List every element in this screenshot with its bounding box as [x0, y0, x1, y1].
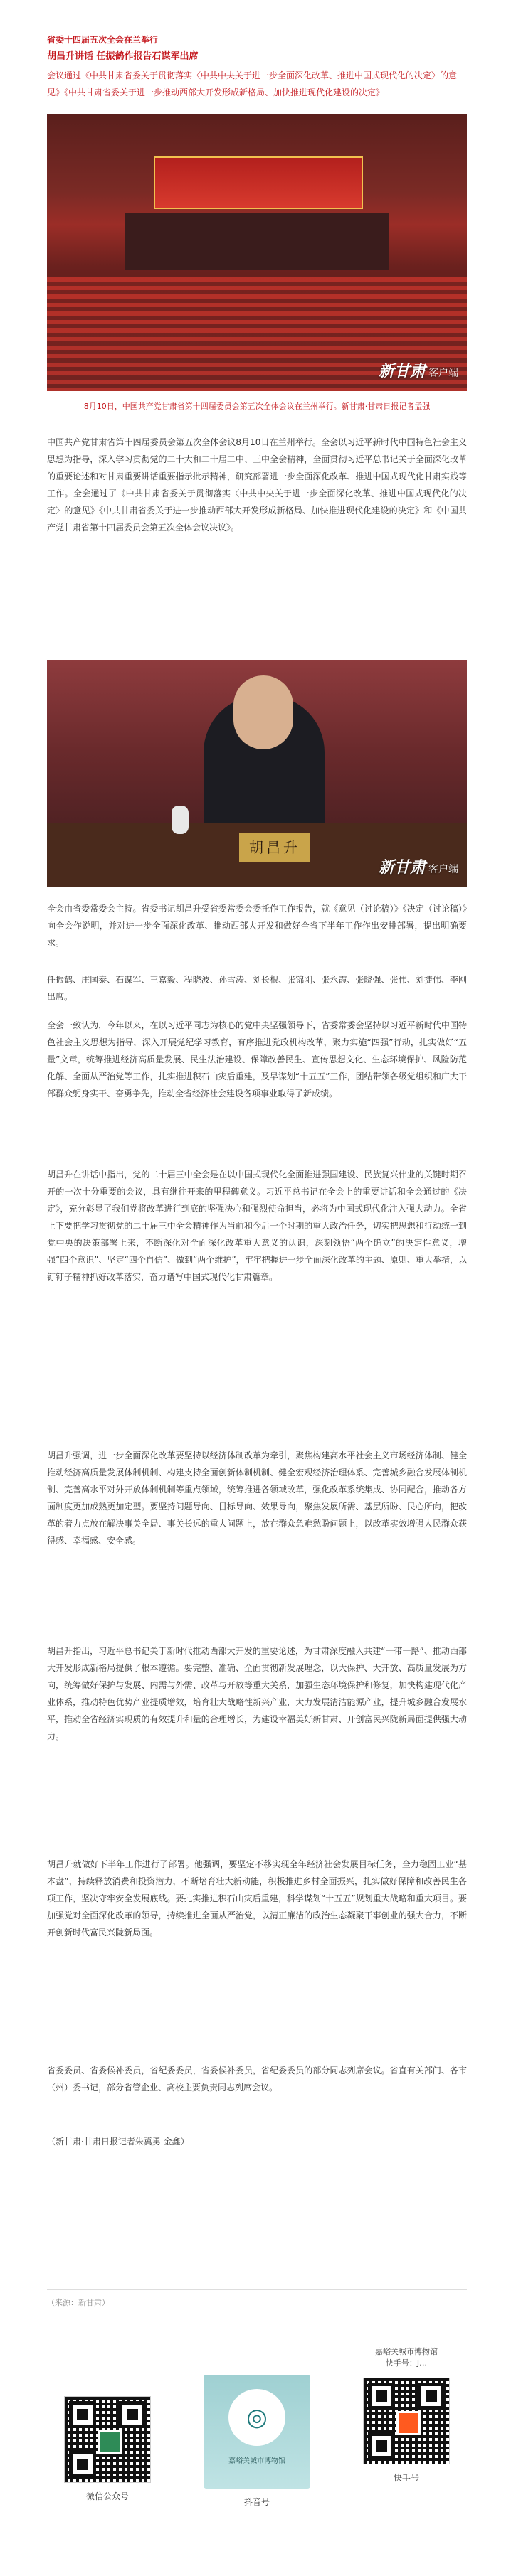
watermark-logo: 新甘肃 [378, 362, 426, 380]
kuaishou-qr-code[interactable] [363, 2378, 450, 2464]
paragraph-3: 任振鹤、庄国泰、石谋军、王嘉毅、程晓波、孙雪涛、刘长根、张锦刚、张永霞、张晓强、张伟、刘捷伟、李刚出席。 [47, 975, 467, 1002]
douyin-qr-block [196, 2375, 317, 2508]
paragraph-4: 全会一致认为，今年以来，在以习近平同志为核心的党中央坚强领导下，省委常委会坚持以习近平新时代中国特色社会主义思想为指导，深入开展党纪学习教育，有序推进党政机构改革，聚力实施“四强”行动，扎实做好“五量”文章，统筹推进经济高质量发展、民生法治建设、保障改善民生、宣传思想文化、生态环境保护、风险防范化解、全面从严治党等工作，扎实推进积石山灾后重建，及早谋划“十五五”工作，团结带领各级党组织和广大干部群众躬身实干、奋勇争先，推动全省经济社会建设各项事业取得了新成绩。 [47, 1020, 467, 1099]
paragraph-1: 中国共产党甘肃省第十四届委员会第五次全体会议8月10日在兰州举行。全会以习近平新时代中国特色社会主义思想为指导，深入学习贯彻党的二十大和二十届二中、三中全会精神，全面贯彻习近平总书记关于全面深化改革的重要论述和对甘肃重要讲话重要指示批示精神，研究部署进一步全面深化改革、推进中国式现代化甘肃实践等工作。全会通过了《中共甘肃省委关于贯彻落实〈中共中央关于进一步全面深化改革、推进中国式现代化的决定〉的意见》《中共甘肃省委关于进一步推动西部大开发形成新格局、加快推进现代化建设的决定》和《中国共产党甘肃省第十四届委员会第五次全体会议决议》。 [47, 437, 467, 533]
kuaishou-qr-block [346, 2346, 467, 2484]
kuaishou-label: 快手号 [393, 2473, 419, 2483]
paragraph-10: （新甘肃·甘肃日报记者朱冀勇 金鑫） [47, 2137, 189, 2147]
photo-watermark [379, 359, 458, 381]
nameplate: 胡昌升 [239, 833, 310, 862]
watermark-suffix: 客户端 [428, 864, 458, 875]
speaker-photo [47, 660, 467, 887]
photo-watermark [379, 855, 458, 877]
qr-code-row [47, 2346, 467, 2538]
divider [47, 2289, 467, 2290]
douyin-label: 抖音号 [243, 2497, 270, 2507]
speaker-face [233, 675, 293, 749]
mug [172, 806, 189, 834]
douyin-poster-text: 嘉峪关城市博物馆 [228, 2457, 285, 2465]
paragraph-6: 胡昌升强调，进一步全面深化改革要坚持以经济体制改革为牵引，聚焦构建高水平社会主义市场经济体制、健全推动经济高质量发展体制机制、构建支持全面创新体制机制、健全宏观经济治理体系、完善城乡融合发展体制机制、完善高水平对外开放体制机制等重点领域，统筹推进各领域改革，强化改革系统集成、协同配合，推动各方面制度更加成熟更加定型。要坚持问题导向、目标导向、效果导向，聚焦发展所需、基层所盼、民心所向，把改革的着力点放在解决事关全局、事关长远的重大问题上，放在群众急难愁盼问题上，以改革实效增强人民群众获得感、幸福感、安全感。 [47, 1450, 467, 1546]
wechat-label: 微信公众号 [85, 2491, 129, 2501]
paragraph-5: 胡昌升在讲话中指出，党的二十届三中全会是在以中国式现代化全面推进强国建设、民族复兴伟业的关键时期召开的一次十分重要的会议，具有继往开来的里程碑意义。习近平总书记在全会上的重要讲话和全会通过的《决定》，充分彰显了我们党将改革进行到底的坚强决心和强烈使命担当，必将为中国式现代化注入强大动力。全省上下要把学习贯彻党的二十届三中全会精神作为当前和今后一个时期的重大政治任务，切实把思想和行动统一到党中央的决策部署上来，不断深化对全面深化改革重大意义的认识，深刻领悟“两个确立”的决定性意义，增强“四个意识”、坚定“四个自信”、做到“两个维护”，牢牢把握进一步全面深化改革的主题、原则、重大举措，以钉钉子精神抓好改革落实，奋力谱写中国式现代化甘肃篇章。 [47, 1170, 467, 1282]
wechat-qr-block [47, 2396, 168, 2502]
watermark-suffix: 客户端 [428, 368, 458, 379]
douyin-poster[interactable] [204, 2375, 310, 2489]
source-note: （来源：新甘肃） [47, 2298, 110, 2307]
rostrum [125, 213, 389, 270]
paragraph-2: 全会由省委常委会主持。省委书记胡昌升受省委常委会委托作工作报告，就《意见（讨论稿）》《决定（讨论稿）》向全会作说明，并对进一步全面深化改革、推动西部大开发和做好全省下半年工作作出安排部署，提出明确要求。 [47, 904, 467, 948]
headline: 胡昌升讲话 任振鹤作报告石谋军出席 [47, 51, 199, 62]
paragraph-8: 胡昌升就做好下半年工作进行了部署。他强调，要坚定不移实现全年经济社会发展目标任务，全力稳固工业“基本盘”，持续释放消费和投资潜力，不断培育壮大新动能，积极推进乡村全面振兴，扎实做好保障和改善民生各项工作，坚决守牢安全发展底线。要扎实推进积石山灾后重建，科学谋划“十五五”规划重大战略和重大项目。要加强党对全面深化改革的领导，持续推进全面从严治党，以清正廉洁的政治生态凝聚干事创业的强大合力，不断开创新时代富民兴陇新局面。 [47, 1859, 467, 1938]
wechat-qr-code[interactable] [64, 2396, 151, 2483]
kuaishou-account-id: 快手号：J… [385, 2358, 428, 2368]
kicker: 省委十四届五次全会在兰举行 [47, 35, 159, 45]
photo-caption: 8月10日，中国共产党甘肃省第十四届委员会第五次全体会议在兰州举行。新甘肃·甘肃日报记者孟强 [83, 402, 431, 411]
paragraph-9: 省委委员、省委候补委员，省纪委委员，省委候补委员，省纪委委员的部分同志列席会议。省直有关部门、各市（州）委书记，部分省管企业、高校主要负责同志列席会议。 [47, 2065, 467, 2093]
subhead: 会议通过《中共甘肃省委关于贯彻落实〈中共中央关于进一步全面深化改革、推进中国式现代化的决定〉的意见》《中共甘肃省委关于进一步推动西部大开发形成新格局、加快推进现代化建设的决定》 [47, 70, 458, 97]
stage-backdrop [154, 156, 363, 209]
watermark-logo: 新甘肃 [378, 858, 426, 877]
paragraph-7: 胡昌升指出，习近平总书记关于新时代推动西部大开发的重要论述，为甘肃深度融入共建“一带一路”、推动西部大开发形成新格局提供了根本遵循。要完整、准确、全面贯彻新发展理念，以大保护、大开放、高质量发展为方向，统筹做好保护与发展、内需与外需、改革与开放等重大关系，加强生态环境保护和修复，加快构建现代化产业体系，推动特色优势产业提质增效，培育壮大战略性新兴产业，大力发展清洁能源产业，提升城乡融合发展水平，推动全省经济实现质的有效提升和量的合理增长，为建设幸福美好新甘肃、开创富民兴陇新局面提供强大动力。 [47, 1646, 467, 1741]
kuaishou-account-name: 嘉峪关城市博物馆 [375, 2347, 438, 2356]
plenary-session-photo [47, 114, 467, 391]
museum-logo-icon: ◎ [228, 2389, 285, 2446]
article-header [47, 33, 474, 101]
